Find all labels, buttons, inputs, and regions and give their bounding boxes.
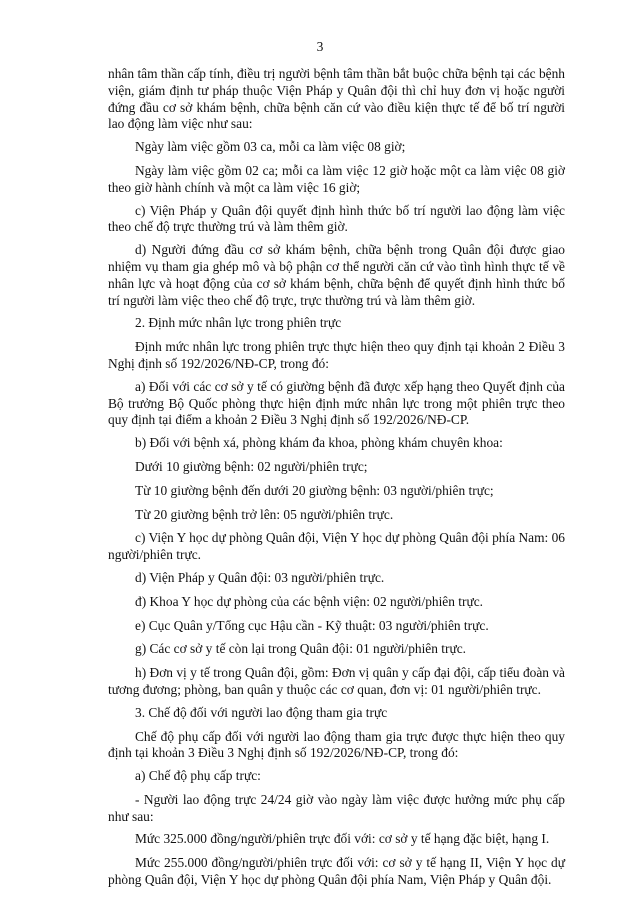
paragraph: d) Viện Pháp y Quân đội: 03 người/phiên trực.: [135, 569, 385, 585]
page-number: 3: [316, 39, 324, 54]
paragraph: Mức 325.000 đồng/người/phiên trực đối với: cơ sở y tế hạng đặc biệt, hạng I.: [135, 831, 550, 847]
paragraph: Ngày làm việc gồm 02 ca; mỗi ca làm việc 12 giờ hoặc một ca làm việc 08 giờ theo giờ hành chính và một ca làm việc 16 giờ;: [108, 162, 565, 195]
paragraph: h) Đơn vị y tế trong Quân đội, gồm: Đơn vị quân y cấp đại đội, cấp tiểu đoàn và tương đương; phòng, ban quân y thuộc các cơ quan, đơn vị: 01 người/phiên trực.: [108, 665, 565, 697]
list-item: Từ 10 giường bệnh đến dưới 20 giường bệnh: 03 người/phiên trực;: [135, 482, 494, 498]
paragraph: Mức 255.000 đồng/người/phiên trực đối với: cơ sở y tế hạng II, Viện Y học dự phòng Quân đội, Viện Y học dự phòng Quân đội phía Nam, Viện Pháp y Quân đội.: [108, 855, 565, 888]
paragraph: a) Chế độ phụ cấp trực:: [135, 768, 261, 784]
document-body: [108, 66, 565, 895]
paragraph: nhân tâm thần cấp tính, điều trị người bệnh tâm thần bắt buộc chữa bệnh tại các bệnh viện, giám định tư pháp thuộc Viện Pháp y Quân đội thì chỉ huy đơn vị hoặc người đứng đầu cơ sở khám bệnh, chữa bệnh căn cứ vào điều kiện thực tế để bố trí người lao động làm việc như sau:: [108, 66, 565, 132]
paragraph: b) Đối với bệnh xá, phòng khám đa khoa, phòng khám chuyên khoa:: [135, 435, 503, 451]
paragraph: c) Viện Y học dự phòng Quân đội, Viện Y học dự phòng Quân đội phía Nam: 06 người/phiên trực.: [108, 530, 565, 563]
list-item: Từ 20 giường bệnh trở lên: 05 người/phiên trực.: [135, 506, 394, 522]
paragraph: c) Viện Pháp y Quân đội quyết định hình thức bố trí người lao động làm việc theo chế độ trực thường trú và làm thêm giờ.: [108, 202, 565, 235]
paragraph: Định mức nhân lực trong phiên trực thực hiện theo quy định tại khoản 2 Điều 3 Nghị định số 192/2026/NĐ-CP, trong đó:: [108, 339, 565, 371]
paragraph: - Người lao động trực 24/24 giờ vào ngày làm việc được hưởng mức phụ cấp như sau:: [108, 791, 565, 824]
paragraph: Chế độ phụ cấp đối với người lao động tham gia trực được thực hiện theo quy định tại khoản 3 Điều 3 Nghị định số 192/2026/NĐ-CP, trong đó:: [108, 728, 565, 761]
list-item: Dưới 10 giường bệnh: 02 người/phiên trực;: [135, 458, 368, 474]
section-heading: 2. Định mức nhân lực trong phiên trực: [135, 315, 342, 331]
section-heading: 3. Chế độ đối với người lao động tham gia trực: [135, 704, 388, 720]
paragraph: Ngày làm việc gồm 03 ca, mỗi ca làm việc 08 giờ;: [135, 139, 406, 155]
paragraph: đ) Khoa Y học dự phòng của các bệnh viện: 02 người/phiên trực.: [135, 593, 484, 609]
paragraph: a) Đối với các cơ sở y tế có giường bệnh đã được xếp hạng theo Quyết định của Bộ trưởng Bộ Quốc phòng thực hiện định mức nhân lực trong một phiên trực theo quy định tại điểm a khoản 2 Điều 3 Nghị định số 192/2026/NĐ-CP.: [108, 378, 565, 428]
paragraph: d) Người đứng đầu cơ sở khám bệnh, chữa bệnh trong Quân đội được giao nhiệm vụ tham gia ghép mô và bộ phận cơ thể người căn cứ vào tình hình thực tế về nhân lực và hoạt động của cơ sở khám bệnh, chữa bệnh để quyết định hình thức bố trí người làm việc theo chế độ trực, trực thường trú và làm thêm giờ.: [108, 242, 565, 308]
paragraph: g) Các cơ sở y tế còn lại trong Quân đội: 01 người/phiên trực.: [135, 641, 467, 657]
paragraph: e) Cục Quân y/Tổng cục Hậu cần - Kỹ thuật: 03 người/phiên trực.: [135, 617, 489, 633]
